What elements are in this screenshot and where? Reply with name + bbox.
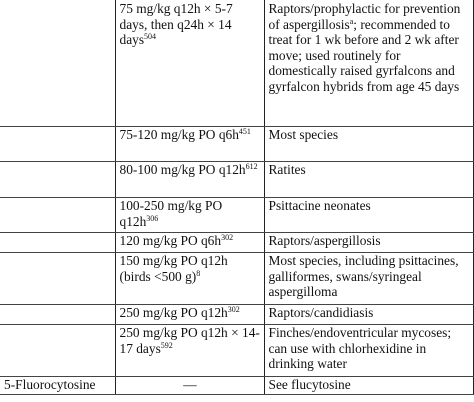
dosage-text: 80-100 mg/kg PO q12h: [119, 162, 246, 177]
reference-number: 302: [221, 233, 234, 242]
species-cell: [264, 0, 473, 127]
dosage-cell: [115, 233, 264, 253]
species-text: Raptors/prophylactic for prevention of aspergillosis: [268, 1, 461, 32]
agent-cell: [0, 0, 115, 127]
reference-number: 306: [146, 213, 159, 223]
table-row: [0, 233, 473, 253]
table-row: [0, 127, 473, 162]
dosage-cell: —: [115, 377, 264, 395]
species-cell: Most species: [264, 127, 473, 162]
table-row: [0, 198, 473, 233]
agent-cell: [0, 325, 115, 377]
dosage-text: 75 mg/kg q12h × 5-7 days, then q24h × 14 days: [119, 1, 233, 47]
agent-cell: [0, 198, 115, 233]
reference-number: 451: [238, 127, 251, 136]
table-row: [0, 162, 473, 198]
table-row: [0, 377, 473, 395]
species-cell: Raptors/candidiasis: [264, 305, 473, 325]
table-row: [0, 253, 473, 305]
reference-number: 592: [160, 340, 173, 350]
table-row: [0, 0, 473, 127]
footnote-marker: a: [349, 16, 354, 26]
dosage-text: 250 mg/kg PO q12h: [119, 305, 228, 320]
species-cell: Raptors/aspergillosis: [264, 233, 473, 253]
dosage-text: 150 mg/kg PO q12h (birds <500 g): [119, 253, 228, 284]
dosage-cell: [115, 0, 264, 127]
agent-cell: [0, 127, 115, 162]
agent-cell: 5-Fluorocytosine: [0, 377, 115, 395]
agent-cell: [0, 162, 115, 198]
reference-number: 504: [144, 32, 157, 41]
dosage-cell: [115, 253, 264, 305]
dosage-cell: [115, 127, 264, 162]
dosage-text: 75-120 mg/kg PO q6h: [119, 127, 239, 142]
table-row: [0, 305, 473, 325]
species-cell: Ratites: [264, 162, 473, 198]
species-cell: Psittacine neonates: [264, 198, 473, 233]
dosage-text: 250 mg/kg PO q12h × 14-17 days: [119, 325, 260, 356]
agent-cell: [0, 305, 115, 325]
dosage-cell: [115, 162, 264, 198]
dosage-cell: [115, 305, 264, 325]
agent-cell: [0, 253, 115, 305]
species-cell: Most species, including psittacines, galliformes, swans/syringeal aspergilloma: [264, 253, 473, 305]
species-cell: Finches/endoventricular mycoses; can use with chlorhexidine in drinking water: [264, 325, 473, 377]
reference-number: 302: [227, 305, 240, 314]
dosage-cell: [115, 325, 264, 377]
species-cell: See flucytosine: [264, 377, 473, 395]
dosage-text: 100-250 mg/kg PO q12h: [119, 198, 223, 229]
reference-number: 8: [196, 268, 201, 278]
agent-cell: [0, 233, 115, 253]
table-row: [0, 325, 473, 377]
species-text-continued: ; recommended to treat for 1 wk before and 2 wk after move; used routinely for domestically raised gyrfalcons and gyrfalcon hybrids from age 45 days: [268, 16, 460, 94]
reference-number: 612: [245, 162, 258, 171]
dosage-cell: [115, 198, 264, 233]
dosage-text: 120 mg/kg PO q6h: [119, 233, 222, 248]
